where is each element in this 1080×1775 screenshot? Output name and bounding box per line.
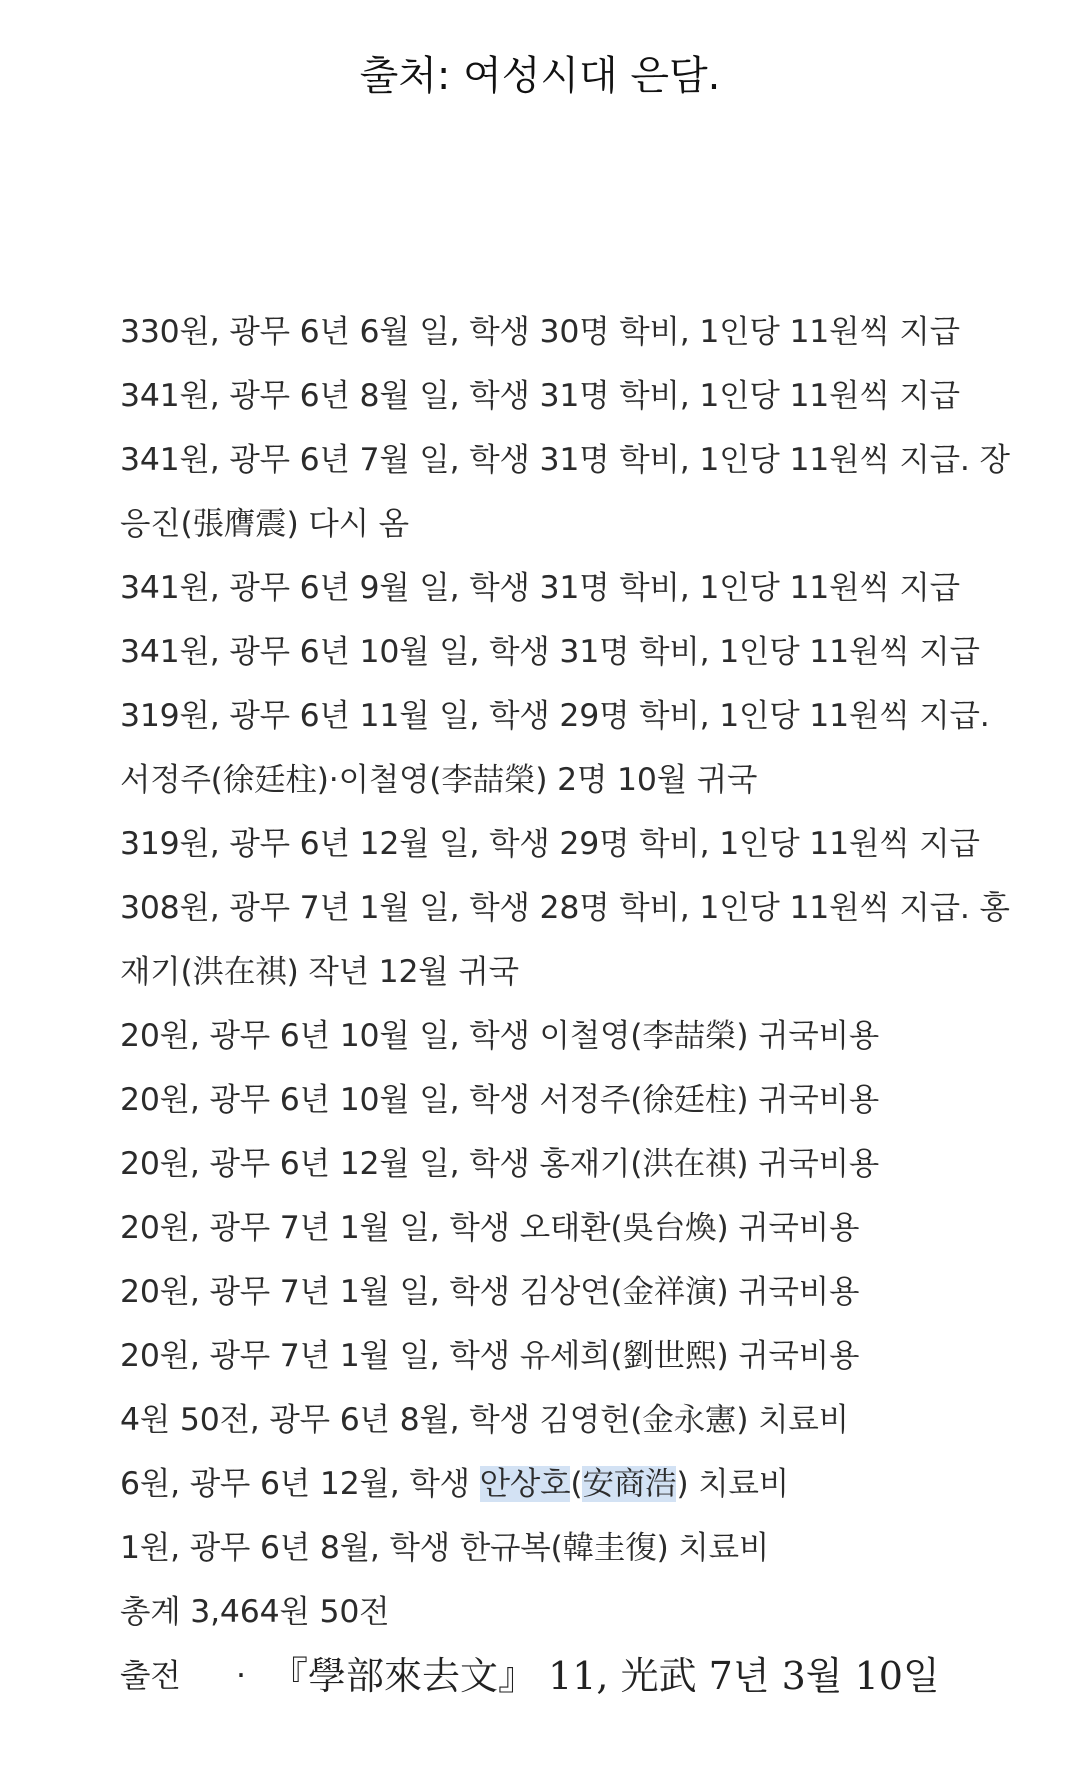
record-text: 1원, 광무 6년 8월, 학생 한규복(韓圭復) 치료비 [120, 1530, 770, 1566]
record-line-06 [120, 620, 1020, 684]
record-line-11 [120, 940, 1020, 1004]
record-line-19 [120, 1452, 1020, 1516]
record-line-01 [120, 300, 1020, 364]
source-header: 출처: 여성시대 은담. [359, 53, 721, 99]
record-line-17 [120, 1324, 1020, 1388]
record-text: 4원 50전, 광무 6년 8월, 학생 김영헌(金永憲) 치료비 [120, 1402, 849, 1438]
citation-line [120, 1646, 1020, 1710]
record-text: 330원, 광무 6년 6월 일, 학생 30명 학비, 1인당 11원씩 지급 [120, 314, 960, 350]
record-text: 재기(洪在祺) 작년 12월 귀국 [120, 954, 519, 990]
record-text: 341원, 광무 6년 10월 일, 학생 31명 학비, 1인당 11원씩 지급 [120, 634, 980, 670]
citation-source: 『學部來去文』 11, 光武 7년 3월 10일 [270, 1654, 940, 1698]
record-text: 20원, 광무 7년 1월 일, 학생 오태환(吳台煥) 귀국비용 [120, 1210, 860, 1246]
record-line-03 [120, 428, 1020, 492]
record-text: 319원, 광무 6년 11월 일, 학생 29명 학비, 1인당 11원씩 지급. [120, 698, 990, 734]
record-line-20 [120, 1516, 1020, 1580]
record-line-09 [120, 812, 1020, 876]
record-text: 341원, 광무 6년 8월 일, 학생 31명 학비, 1인당 11원씩 지급 [120, 378, 960, 414]
record-text: 20원, 광무 7년 1월 일, 학생 유세희(劉世熙) 귀국비용 [120, 1338, 860, 1374]
record-text: 20원, 광무 6년 10월 일, 학생 서정주(徐廷柱) 귀국비용 [120, 1082, 880, 1118]
record-line-05 [120, 556, 1020, 620]
record-line-02 [120, 364, 1020, 428]
record-text: 6원, 광무 6년 12월, 학생 [120, 1466, 480, 1502]
record-text: 20원, 광무 6년 12월 일, 학생 홍재기(洪在祺) 귀국비용 [120, 1146, 880, 1182]
record-text: 341원, 광무 6년 9월 일, 학생 31명 학비, 1인당 11원씩 지급 [120, 570, 960, 606]
record-line-15 [120, 1196, 1020, 1260]
record-text: 응진(張膺震) 다시 옴 [120, 506, 409, 542]
record-line-16 [120, 1260, 1020, 1324]
record-text: 서정주(徐廷柱)·이철영(李喆榮) 2명 10월 귀국 [120, 762, 758, 798]
record-text: 319원, 광무 6년 12월 일, 학생 29명 학비, 1인당 11원씩 지급 [120, 826, 980, 862]
record-line-14 [120, 1132, 1020, 1196]
record-total-text: 총계 3,464원 50전 [120, 1594, 390, 1630]
record-line-10 [120, 876, 1020, 940]
record-text: ) 치료비 [676, 1466, 789, 1502]
record-line-13 [120, 1068, 1020, 1132]
record-line-total [120, 1580, 1020, 1644]
record-text: 341원, 광무 6년 7월 일, 학생 31명 학비, 1인당 11원씩 지급. 장 [120, 442, 1010, 478]
citation-label: 출전 [120, 1658, 181, 1694]
record-line-08 [120, 748, 1020, 812]
record-text: 308원, 광무 7년 1월 일, 학생 28명 학비, 1인당 11원씩 지급. 홍 [120, 890, 1010, 926]
record-text: 20원, 광무 7년 1월 일, 학생 김상연(金祥演) 귀국비용 [120, 1274, 860, 1310]
highlighted-name-hangul[interactable]: 안상호 [479, 1466, 571, 1502]
record-line-04 [120, 492, 1020, 556]
record-line-18 [120, 1388, 1020, 1452]
record-text: ( [570, 1466, 583, 1502]
highlighted-name-hanja[interactable]: 安商浩 [582, 1466, 677, 1502]
record-line-12 [120, 1004, 1020, 1068]
citation-dot: · [236, 1658, 247, 1694]
record-text: 20원, 광무 6년 10월 일, 학생 이철영(李喆榮) 귀국비용 [120, 1018, 880, 1054]
record-list [120, 300, 1020, 1644]
record-line-07 [120, 684, 1020, 748]
